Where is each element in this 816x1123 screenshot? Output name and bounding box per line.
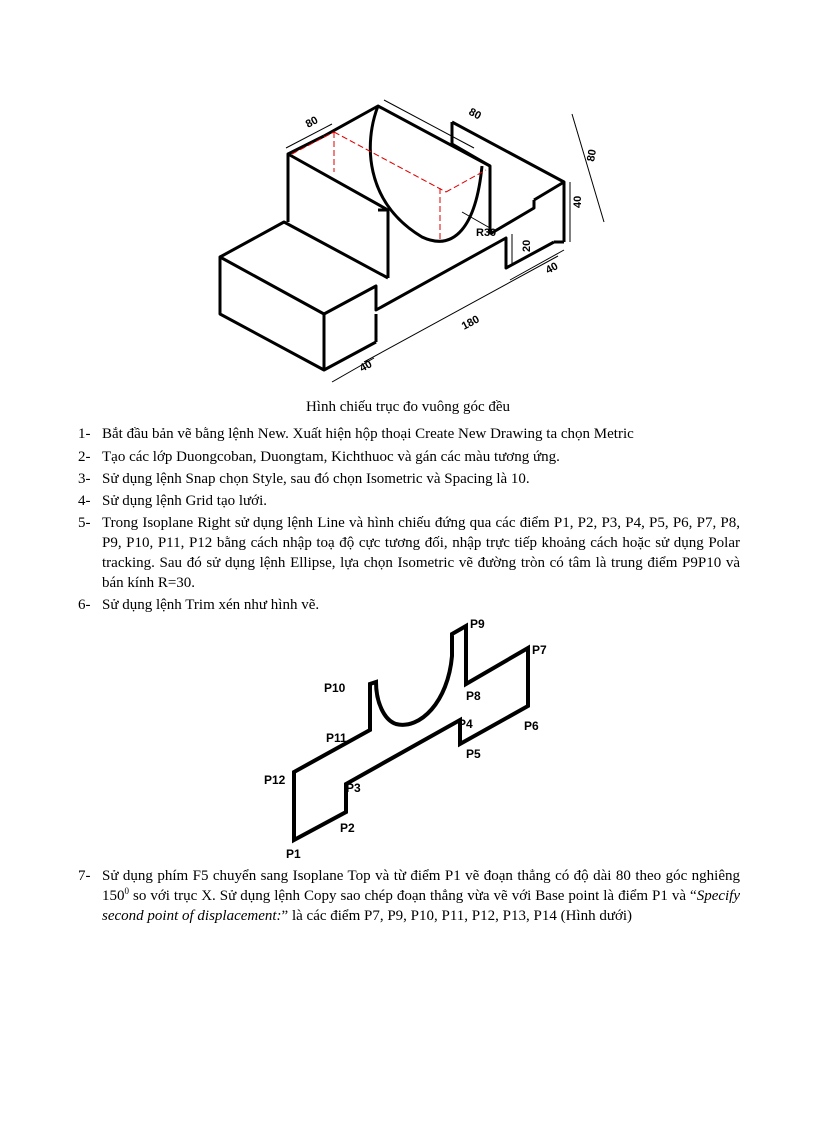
label-p9: P9 xyxy=(470,617,485,631)
step-text: Sử dụng lệnh Snap chọn Style, sau đó chọn Isometric và Spacing là 10. xyxy=(102,471,530,487)
label-p3: P3 xyxy=(346,781,361,795)
label-p12: P12 xyxy=(264,773,286,787)
step-text: Bắt đầu bản vẽ bằng lệnh New. Xuất hiện hộp thoại Create New Drawing ta chọn Metric xyxy=(102,426,634,442)
dim-r30: R30 xyxy=(476,227,497,239)
label-p10: P10 xyxy=(324,681,346,695)
step-2 xyxy=(78,447,740,467)
isometric-part-figure xyxy=(214,92,614,394)
step-4 xyxy=(78,491,740,511)
step-3 xyxy=(78,469,740,489)
step-number: 7- xyxy=(78,868,91,884)
label-p6: P6 xyxy=(524,719,539,733)
step-text: Trong Isoplane Right sử dụng lệnh Line và hình chiếu đứng qua các điểm P1, P2, P3, P4, P5, P6, P7, P8, P9, P10, P11, P12 bằng cách nhập toạ độ cực tương đối, nhập trực tiếp khoảng cách hoặc sử dụng Polar tracking. Sau đó sử dụng lệnh Ellipse, lựa chọn Isometric vẽ đường tròn có tâm là trung điểm P9P10 và bán kính R=30. xyxy=(102,515,740,591)
label-p5: P5 xyxy=(466,747,481,761)
label-p2: P2 xyxy=(340,821,355,835)
step-7 xyxy=(78,866,740,926)
dim-40-height: 40 xyxy=(572,195,584,208)
step-text-b: so với trục X. Sử dụng lệnh Copy sao chép đoạn thẳng vừa vẽ với Base point là điểm P1 và “ xyxy=(129,888,697,904)
degree-superscript: 0 xyxy=(124,886,129,896)
step-text: Sử dụng lệnh Grid tạo lưới. xyxy=(102,493,268,509)
label-p1: P1 xyxy=(286,847,301,861)
label-p8: P8 xyxy=(466,689,481,703)
label-p4: P4 xyxy=(458,717,473,731)
step-italic-prompt: Specify second point of displacement: xyxy=(102,888,740,924)
step-number: 6- xyxy=(78,597,91,613)
step-number: 5- xyxy=(78,515,91,531)
step-number: 1- xyxy=(78,426,91,442)
profile-points-figure xyxy=(260,612,560,864)
step-1 xyxy=(78,424,740,444)
label-p7: P7 xyxy=(532,643,547,657)
step-text-c: ” là các điểm P7, P9, P10, P11, P12, P13, P14 (Hình dưới) xyxy=(281,908,633,924)
step-text: Sử dụng lệnh Trim xén như hình vẽ. xyxy=(102,597,320,613)
step-text xyxy=(102,866,740,926)
dim-80-top: 80 xyxy=(466,106,484,123)
step-text-a: Sử dụng phím F5 chuyển sang Isoplane Top và từ điểm P1 vẽ đoạn thẳng có độ dài 80 theo góc nghiêng 150 xyxy=(102,868,740,904)
dim-40-right-bottom: 40 xyxy=(543,260,561,277)
step-5 xyxy=(78,513,740,593)
step-number: 2- xyxy=(78,449,91,465)
dim-80-right: 80 xyxy=(585,148,600,163)
figure-caption: Hình chiếu trục đo vuông góc đều xyxy=(305,399,511,415)
dim-180: 180 xyxy=(459,313,482,333)
dim-20: 20 xyxy=(521,239,533,252)
dim-40-bottom: 40 xyxy=(357,358,375,375)
label-p11: P11 xyxy=(326,731,347,745)
step-text: Tạo các lớp Duongcoban, Duongtam, Kichthuoc và gán các màu tương ứng. xyxy=(102,449,560,465)
dim-80-left: 80 xyxy=(303,114,321,131)
step-number: 4- xyxy=(78,493,91,509)
step-number: 3- xyxy=(78,471,91,487)
